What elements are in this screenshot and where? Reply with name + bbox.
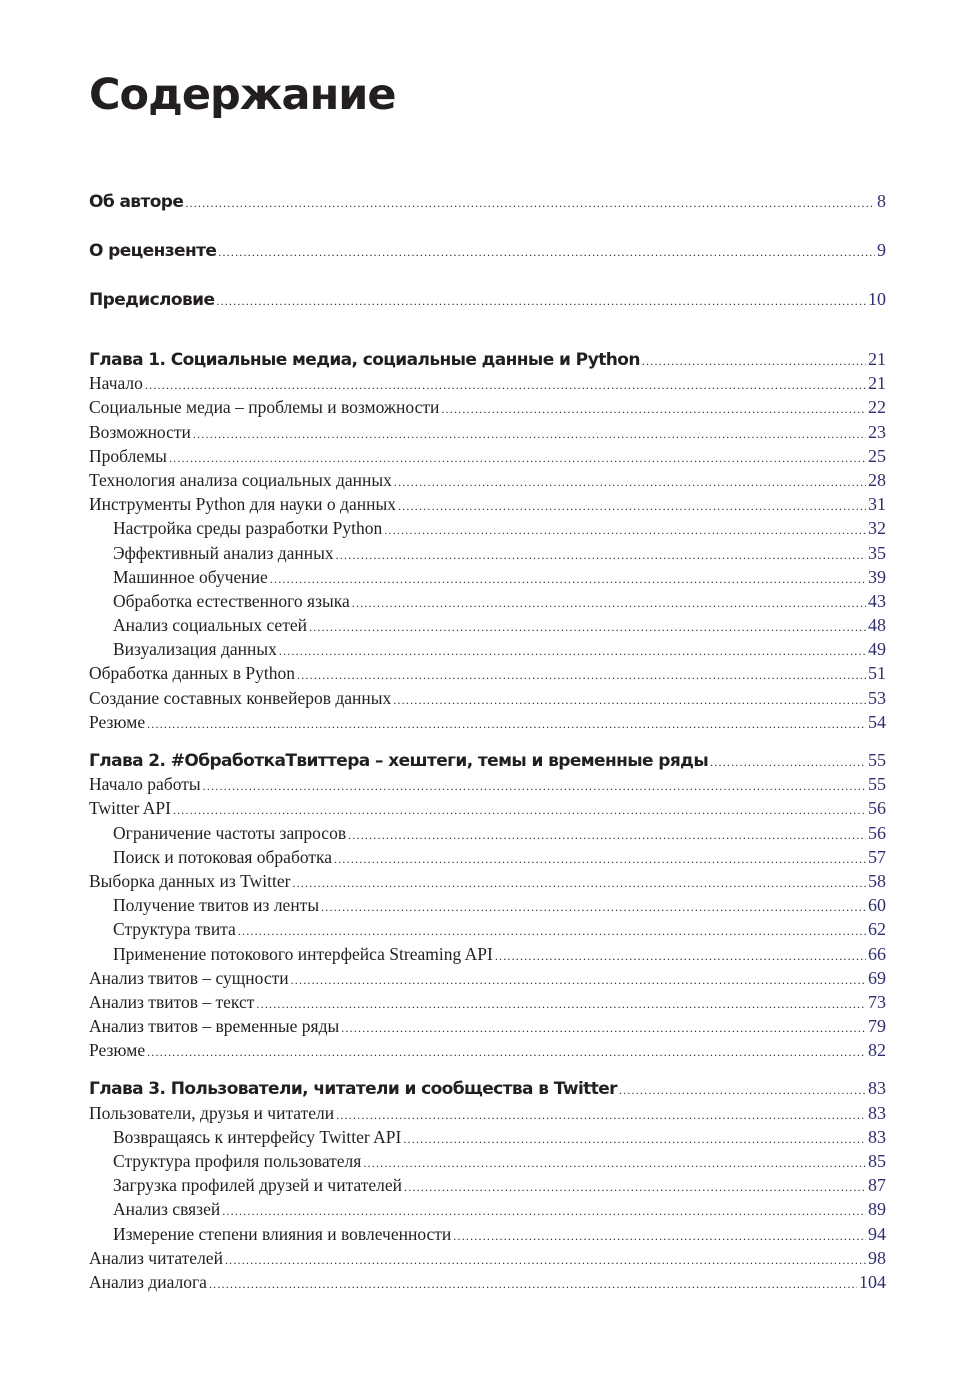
toc-entry-title: Обработка естественного языка <box>113 590 350 611</box>
page-number: 57 <box>868 846 886 867</box>
page-number: 35 <box>868 542 886 563</box>
toc-subsection-entry[interactable] <box>89 1125 886 1149</box>
toc-subsection-entry[interactable] <box>89 541 886 565</box>
page-title: Содержание <box>89 70 396 120</box>
dot-leader <box>453 1224 866 1248</box>
toc-entry-title: Загрузка профилей друзей и читателей <box>113 1175 403 1196</box>
toc-front-entry[interactable] <box>89 186 886 235</box>
toc-entry-title: Анализ читателей <box>89 1247 223 1268</box>
toc-subsection-entry[interactable] <box>89 1222 886 1246</box>
dot-leader <box>321 895 866 919</box>
toc-section-entry[interactable] <box>89 1246 886 1270</box>
toc-section-entry[interactable] <box>89 492 886 516</box>
dot-leader <box>619 1078 866 1102</box>
dot-leader <box>642 349 866 373</box>
page-number: 9 <box>877 240 886 260</box>
toc-subsection-entry[interactable] <box>89 613 886 637</box>
toc-section-entry[interactable] <box>89 1101 886 1125</box>
toc-subsection-entry[interactable] <box>89 1149 886 1173</box>
page-number: 79 <box>868 1016 886 1037</box>
toc-front-entry[interactable] <box>89 284 886 333</box>
dot-leader <box>209 1272 857 1296</box>
page-number: 21 <box>868 373 886 394</box>
toc-entry-title: Поиск и потоковая обработка <box>113 846 333 867</box>
page-number: 69 <box>868 967 886 988</box>
dot-leader <box>384 518 866 542</box>
toc-entry-title: Анализ твитов – временные ряды <box>89 1016 340 1037</box>
dot-leader <box>147 712 866 736</box>
toc-section-entry[interactable] <box>89 710 886 734</box>
page-number: 31 <box>868 494 886 515</box>
toc-entry-title: Глава 1. Социальные медиа, социальные данные и Python <box>89 350 640 370</box>
toc-section-entry[interactable] <box>89 869 886 893</box>
toc-section-entry[interactable] <box>89 1038 886 1062</box>
toc-entry-title: Измерение степени влияния и вовлеченности <box>113 1223 452 1244</box>
toc-entry-title: Начало работы <box>89 774 201 795</box>
page-number: 94 <box>868 1223 886 1244</box>
dot-leader <box>403 1127 866 1151</box>
dot-leader <box>404 1175 866 1199</box>
page-number: 83 <box>868 1078 886 1099</box>
page-number: 32 <box>868 518 886 539</box>
toc-entry-title: Пользователи, друзья и читатели <box>89 1102 335 1123</box>
dot-leader <box>279 639 866 663</box>
page-number: 85 <box>868 1151 886 1171</box>
dot-leader <box>710 750 866 774</box>
page-number: 53 <box>868 687 886 708</box>
dot-leader <box>216 286 866 316</box>
dot-leader <box>334 847 866 871</box>
toc-entry-title: Выборка данных из Twitter <box>89 870 291 891</box>
toc-section-entry[interactable] <box>89 395 886 419</box>
page-number: 83 <box>868 1102 886 1123</box>
toc-entry-title: Анализ твитов – текст <box>89 991 255 1012</box>
page-number: 83 <box>868 1126 886 1147</box>
dot-leader <box>145 373 866 397</box>
toc-section-entry[interactable] <box>89 420 886 444</box>
page-number: 56 <box>868 822 886 843</box>
page-number: 55 <box>868 750 886 770</box>
page-number: 49 <box>868 639 886 660</box>
dot-leader <box>203 774 866 798</box>
toc-section-entry[interactable] <box>89 1014 886 1038</box>
dot-leader <box>495 944 866 968</box>
toc-section-entry[interactable] <box>89 1270 886 1294</box>
toc-entry-title: Ограничение частоты запросов <box>113 822 347 843</box>
page-number: 104 <box>859 1271 886 1292</box>
toc-entry-title: Twitter API <box>89 798 171 819</box>
page-number: 25 <box>868 445 886 466</box>
toc-entry-title: Предисловие <box>89 290 215 310</box>
toc-subsection-entry[interactable] <box>89 845 886 869</box>
toc-chapter-heading[interactable] <box>89 347 886 371</box>
toc-entry-title: Технология анализа социальных данных <box>89 469 392 490</box>
toc-subsection-entry[interactable] <box>89 565 886 589</box>
toc-entry-title: Начало <box>89 373 143 394</box>
toc-entry-title: Возвращаясь к интерфейсу Twitter API <box>113 1126 402 1147</box>
toc-entry-title: Визуализация данных <box>113 639 277 660</box>
toc-front-entry[interactable] <box>89 235 886 284</box>
toc-entry-title: Инструменты Python для науки о данных <box>89 494 396 515</box>
toc-entry-title: Об авторе <box>89 192 184 212</box>
toc-entry-title: Эффективный анализ данных <box>113 542 334 563</box>
toc-entry-title: Структура твита <box>113 919 236 940</box>
dot-leader <box>256 992 866 1016</box>
toc-entry-title: Анализ диалога <box>89 1271 207 1292</box>
toc-subsection-entry[interactable] <box>89 821 886 845</box>
page-number: 21 <box>868 349 886 369</box>
dot-leader <box>185 188 875 218</box>
page-number: 54 <box>868 711 886 732</box>
dot-leader <box>193 422 866 446</box>
toc-entry-title: Анализ твитов – сущности <box>89 967 289 988</box>
toc-section-entry[interactable] <box>89 661 886 685</box>
toc-section-entry[interactable] <box>89 686 886 710</box>
dot-leader <box>297 663 866 687</box>
dot-leader <box>173 798 866 822</box>
toc-section-entry[interactable] <box>89 772 886 796</box>
page-number: 87 <box>868 1175 886 1196</box>
toc-subsection-entry[interactable] <box>89 1197 886 1221</box>
toc-subsection-entry[interactable] <box>89 917 886 941</box>
toc-entry-title: Настройка среды разработки Python <box>113 518 383 539</box>
dot-leader <box>394 470 866 494</box>
toc-entry-title: Глава 3. Пользователи, читатели и сообщества в Twitter <box>89 1079 617 1100</box>
page-number: 56 <box>868 798 886 819</box>
dot-leader <box>348 823 866 847</box>
toc-subsection-entry[interactable] <box>89 637 886 661</box>
toc-section-entry[interactable] <box>89 966 886 990</box>
toc-chapter-heading[interactable] <box>89 748 886 772</box>
page-number: 55 <box>868 774 886 795</box>
toc-entry-title: Возможности <box>89 421 191 442</box>
dot-leader <box>225 1248 866 1272</box>
page-number: 62 <box>868 919 886 940</box>
dot-leader <box>336 1103 866 1127</box>
dot-leader <box>363 1151 866 1175</box>
dot-leader <box>147 1040 866 1064</box>
page-number: 28 <box>868 469 886 490</box>
page-number: 66 <box>868 943 886 964</box>
page-number: 82 <box>868 1040 886 1061</box>
toc-entry-title: Структура профиля пользователя <box>113 1151 362 1171</box>
dot-leader <box>169 446 866 470</box>
dot-leader <box>398 494 866 518</box>
toc-entry-title: Обработка данных в Python <box>89 663 296 684</box>
page-number: 73 <box>868 991 886 1012</box>
table-of-contents <box>89 186 886 1294</box>
page-number: 10 <box>868 289 886 309</box>
toc-chapter-heading[interactable] <box>89 1076 886 1100</box>
dot-leader <box>352 591 866 615</box>
dot-leader <box>222 1199 866 1223</box>
toc-subsection-entry[interactable] <box>89 893 886 917</box>
dot-leader <box>291 968 866 992</box>
toc-entry-title: О рецензенте <box>89 241 217 261</box>
toc-subsection-entry[interactable] <box>89 516 886 540</box>
toc-section-entry[interactable] <box>89 444 886 468</box>
toc-entry-title: Резюме <box>89 1040 146 1061</box>
dot-leader <box>441 397 866 421</box>
toc-section-entry[interactable] <box>89 468 886 492</box>
dot-leader <box>270 567 866 591</box>
toc-entry-title: Социальные медиа – проблемы и возможности <box>89 397 440 418</box>
dot-leader <box>393 688 866 712</box>
toc-subsection-entry[interactable] <box>89 942 886 966</box>
toc-entry-title: Глава 2. #ОбработкаТвиттера – хештеги, темы и временные ряды <box>89 751 709 771</box>
toc-entry-title: Создание составных конвейеров данных <box>89 687 392 708</box>
toc-entry-title: Анализ связей <box>113 1199 221 1220</box>
toc-subsection-entry[interactable] <box>89 589 886 613</box>
toc-section-entry[interactable] <box>89 990 886 1014</box>
page-number: 8 <box>877 191 886 211</box>
dot-leader <box>336 543 866 567</box>
toc-entry-title: Резюме <box>89 711 146 732</box>
page-number: 23 <box>868 421 886 442</box>
toc-entry-title: Получение твитов из ленты <box>113 895 320 916</box>
toc-subsection-entry[interactable] <box>89 1173 886 1197</box>
page-number: 22 <box>868 397 886 418</box>
toc-section-entry[interactable] <box>89 796 886 820</box>
toc-entry-title: Машинное обучение <box>113 566 268 587</box>
dot-leader <box>309 615 866 639</box>
toc-entry-title: Проблемы <box>89 445 167 466</box>
page-number: 58 <box>868 870 886 891</box>
page-number: 43 <box>868 590 886 611</box>
page-number: 60 <box>868 895 886 916</box>
dot-leader <box>218 237 875 267</box>
page-number: 51 <box>868 663 886 684</box>
page-number: 89 <box>868 1199 886 1220</box>
dot-leader <box>341 1016 866 1040</box>
page-number: 39 <box>868 566 886 587</box>
toc-entry-title: Применение потокового интерфейса Streaming API <box>113 943 493 964</box>
dot-leader <box>292 871 866 895</box>
toc-entry-title: Анализ социальных сетей <box>113 615 307 636</box>
page-number: 48 <box>868 615 886 636</box>
toc-section-entry[interactable] <box>89 371 886 395</box>
dot-leader <box>238 919 866 943</box>
page-number: 98 <box>868 1247 886 1268</box>
